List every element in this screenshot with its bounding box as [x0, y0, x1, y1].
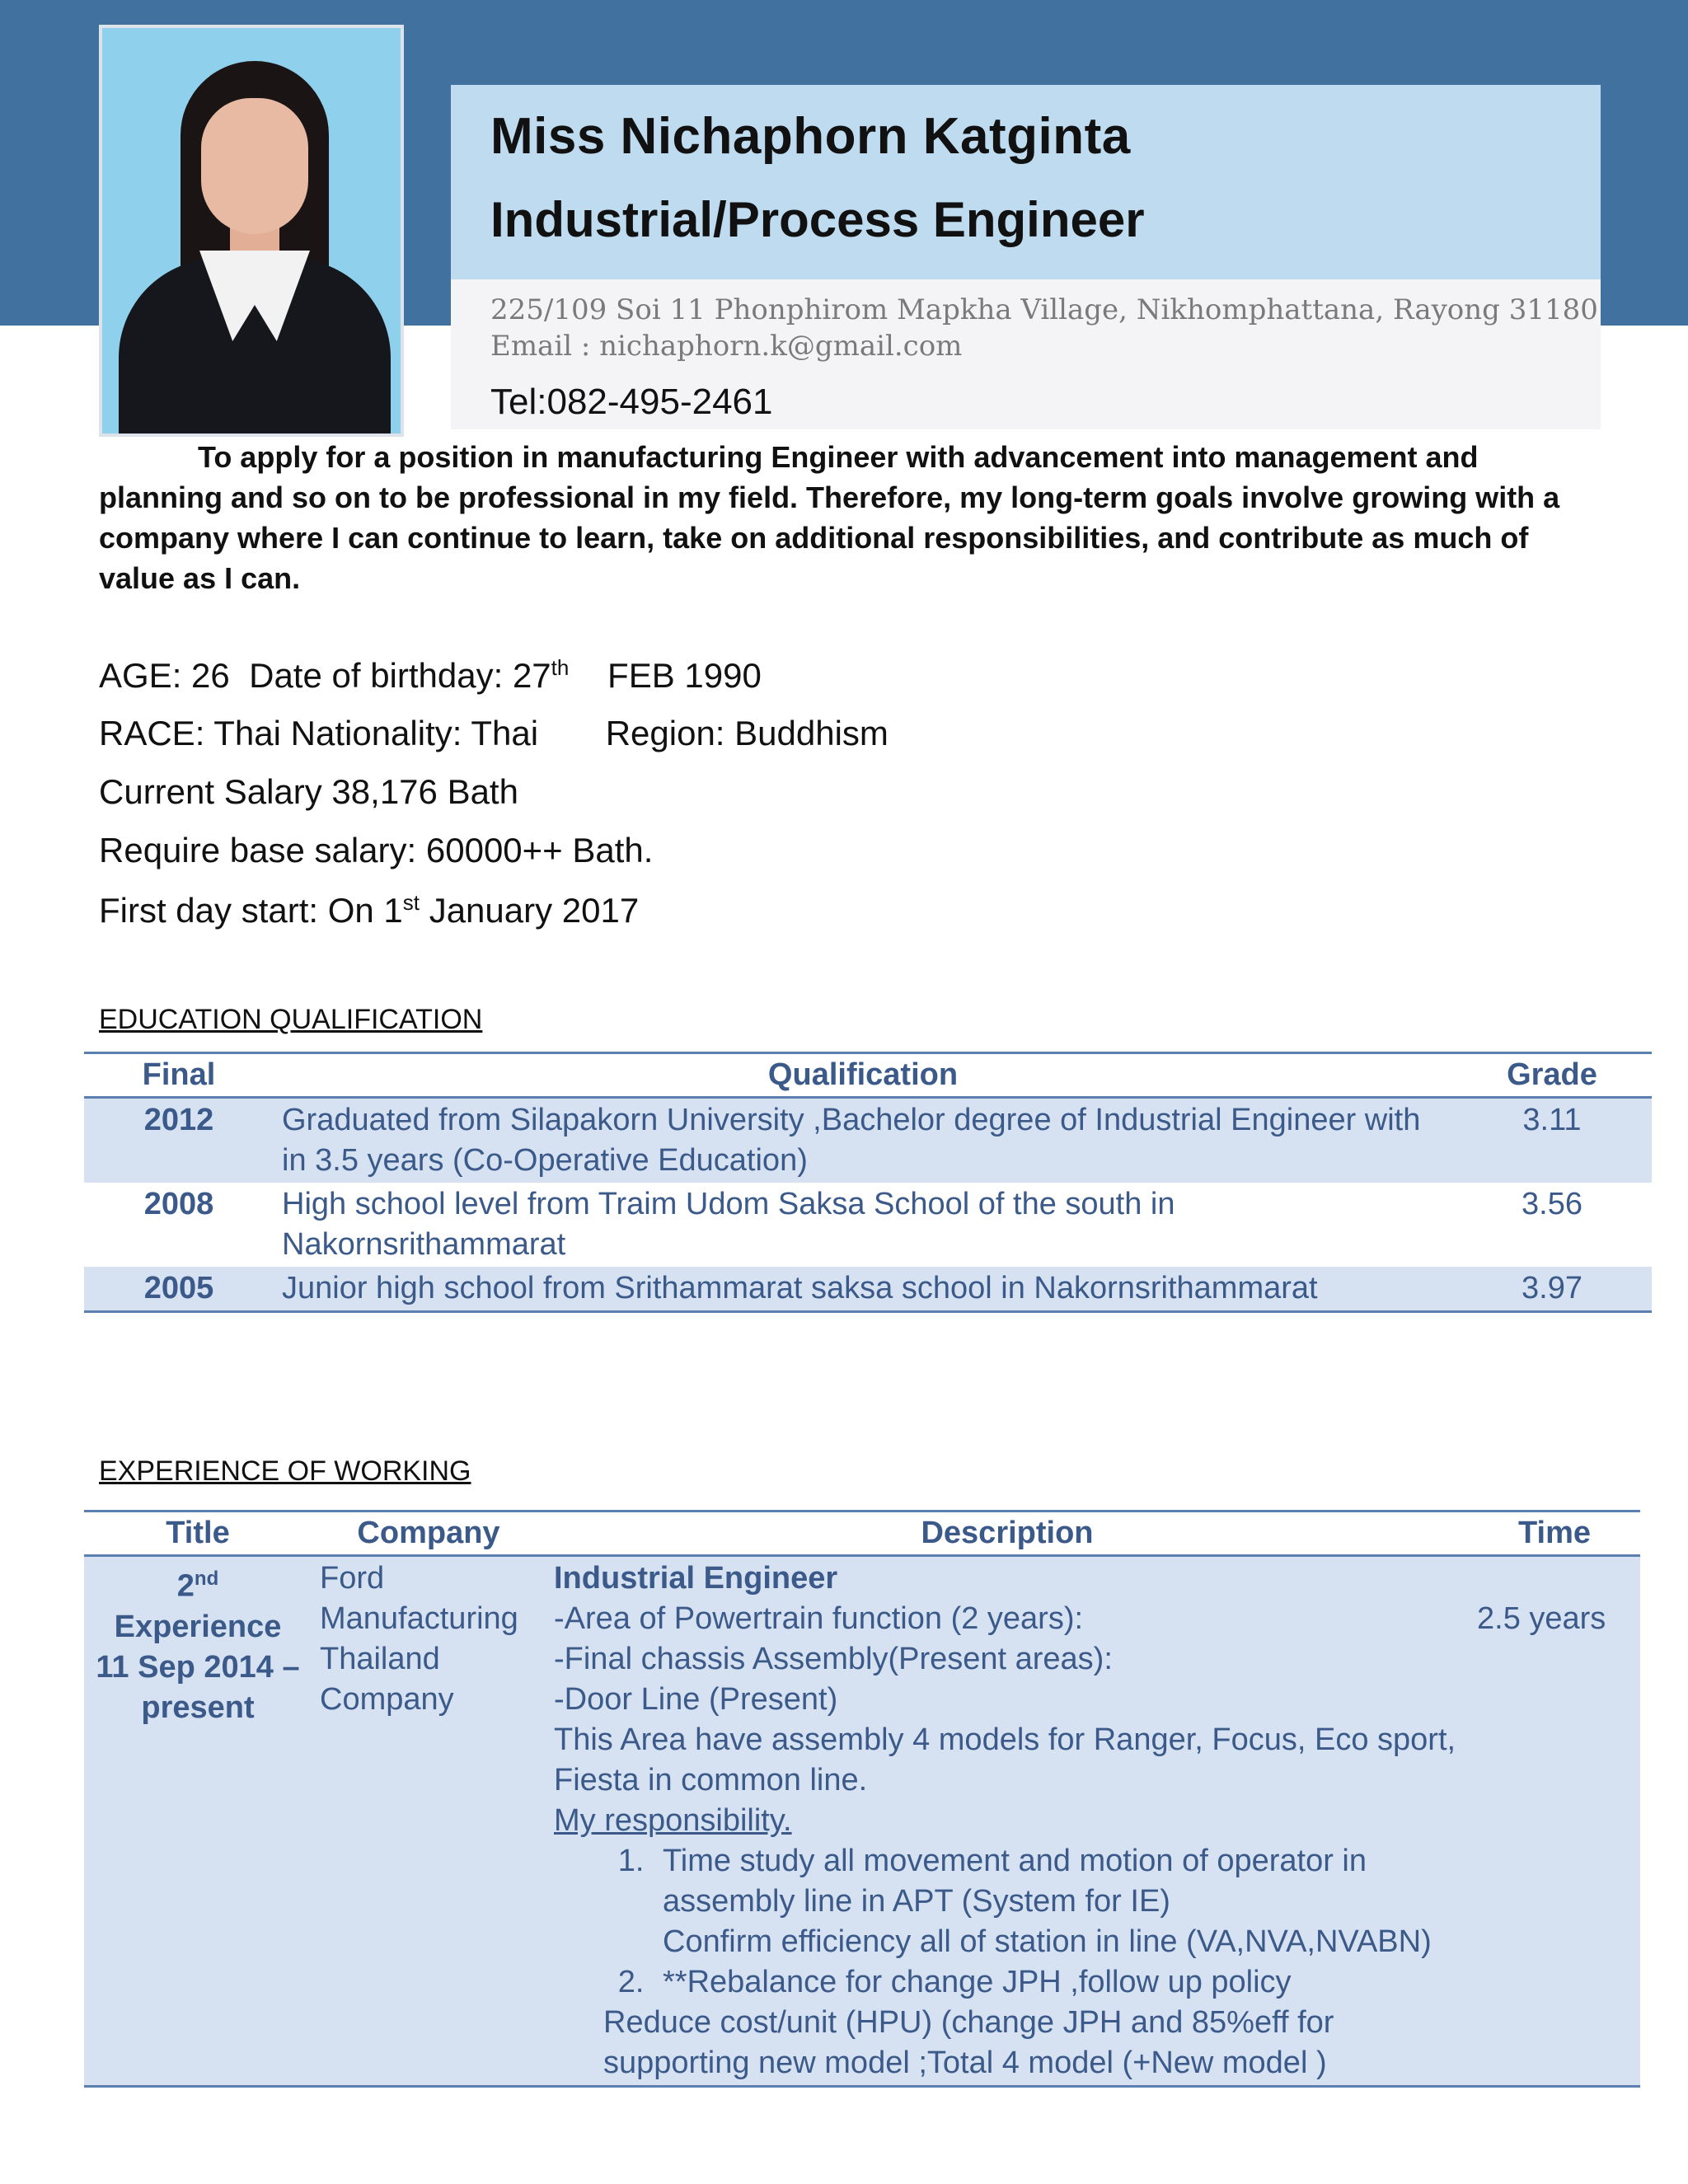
education-header-final: Final [84, 1053, 274, 1098]
dob-sup: th [551, 655, 570, 680]
job-title: Industrial/Process Engineer [490, 192, 1145, 247]
experience-title: EXPERIENCE OF WORKING [99, 1455, 471, 1487]
race: RACE: Thai Nationality: Thai [99, 714, 539, 752]
education-table [84, 1052, 1652, 1313]
exp-role: Industrial Engineer [554, 1561, 838, 1596]
table-row [84, 1267, 1652, 1312]
require-salary: Require base salary: 60000++ Bath. [99, 831, 654, 869]
edu-grade: 3.97 [1452, 1267, 1652, 1312]
company-line: Manufacturing [320, 1601, 518, 1636]
exp-resp-heading: My responsibility. [554, 1803, 792, 1838]
edu-grade: 3.56 [1522, 1187, 1582, 1221]
race-line [99, 714, 889, 753]
exp-description-cell [546, 1556, 1469, 2087]
exp-title-line3: 11 Sep 2014 – [96, 1649, 300, 1685]
exp-title-cell [84, 1556, 312, 2087]
exp-area-note: This Area have assembly 4 models for Ranger, Focus, Eco sport, Fiesta in common line. [554, 1722, 1456, 1797]
experience-table [84, 1510, 1640, 2088]
exp-area: -Door Line (Present) [554, 1682, 838, 1717]
company-line: Thailand [320, 1642, 440, 1676]
responsibility-list [554, 1841, 1461, 2003]
start-label: First day start: On 1 [99, 891, 403, 930]
edu-qualification: Graduated from Silapakorn University ,Bachelor degree of Industrial Engineer with in 3.5 years (Co-Operative Education) [274, 1098, 1452, 1183]
dob-label: Date of birthday: 27 [249, 656, 551, 695]
experience-header-row [84, 1511, 1640, 1556]
current-salary: Current Salary 38,176 Bath [99, 772, 518, 811]
exp-title-line2: Experience [114, 1609, 282, 1644]
exp-title-line4: present [141, 1690, 255, 1725]
start-rest: January 2017 [429, 891, 640, 930]
table-row [84, 1183, 1652, 1267]
education-header-grade: Grade [1452, 1053, 1652, 1098]
edu-qualification: High school level from Traim Udom Saksa School of the south in Nakornsrithammarat [282, 1187, 1175, 1262]
table-row [84, 1556, 1640, 2087]
age: AGE: 26 [99, 656, 230, 695]
start-sup: st [402, 890, 420, 915]
experience-header-title: Title [84, 1511, 312, 1556]
education-header-row [84, 1053, 1652, 1098]
education-title: EDUCATION QUALIFICATION [99, 1004, 483, 1035]
exp-title-sup: nd [194, 1568, 219, 1590]
company-line: Company [320, 1682, 454, 1717]
profile-photo [99, 25, 404, 437]
resp-2: **Rebalance for change JPH ,follow up policy [663, 1965, 1292, 1999]
experience-header-company: Company [312, 1511, 546, 1556]
email: Email : nichaphorn.k@gmail.com [490, 330, 963, 363]
table-row [84, 1098, 1652, 1183]
candidate-name: Miss Nichaphorn Katginta [490, 108, 1131, 165]
edu-year: 2005 [84, 1267, 274, 1312]
list-item [653, 1962, 1461, 2003]
objective-text: To apply for a position in manufacturing Engineer with advancement into management and planning and so on to be professional in my field. Therefore, my long-term goals involve growing with a company where I can continue to learn, take on additional responsibilities, and contribute as much of value as I can. [99, 440, 1560, 595]
exp-time: 2.5 years [1469, 1556, 1640, 2087]
exp-area: -Area of Powertrain function (2 years): [554, 1601, 1084, 1636]
edu-year: 2012 [84, 1098, 274, 1183]
region: Region: Buddhism [605, 714, 889, 752]
exp-title-main: 2 [176, 1568, 195, 1604]
experience-header-time: Time [1469, 1511, 1640, 1556]
exp-area: -Final chassis Assembly(Present areas): [554, 1642, 1113, 1676]
age-dob-line [99, 655, 762, 696]
exp-company-cell [312, 1556, 546, 2087]
telephone: Tel:082-495-2461 [490, 382, 773, 422]
company-line: Ford [320, 1561, 385, 1596]
education-header-qualification: Qualification [274, 1053, 1452, 1098]
address: 225/109 Soi 11 Phonphirom Mapkha Village, Nikhomphattana, Rayong 31180 [490, 293, 1598, 326]
dob-rest: FEB 1990 [607, 656, 762, 695]
list-item [653, 1841, 1461, 1962]
resp-1-cont: Confirm efficiency all of station in line (VA,NVA,NVABN) [663, 1924, 1432, 1959]
edu-year: 2008 [143, 1187, 214, 1221]
objective-paragraph [99, 437, 1582, 598]
start-date-line [99, 890, 639, 930]
edu-qualification: Junior high school from Srithammarat saksa school in Nakornsrithammarat [274, 1267, 1452, 1312]
resp-2-cont: Reduce cost/unit (HPU) (change JPH and 85%eff for supporting new model ;Total 4 model (+New model ) [603, 2005, 1334, 2080]
edu-grade: 3.11 [1452, 1098, 1652, 1183]
resp-1: Time study all movement and motion of operator in assembly line in APT (System for IE) [663, 1844, 1367, 1919]
experience-header-description: Description [546, 1511, 1469, 1556]
